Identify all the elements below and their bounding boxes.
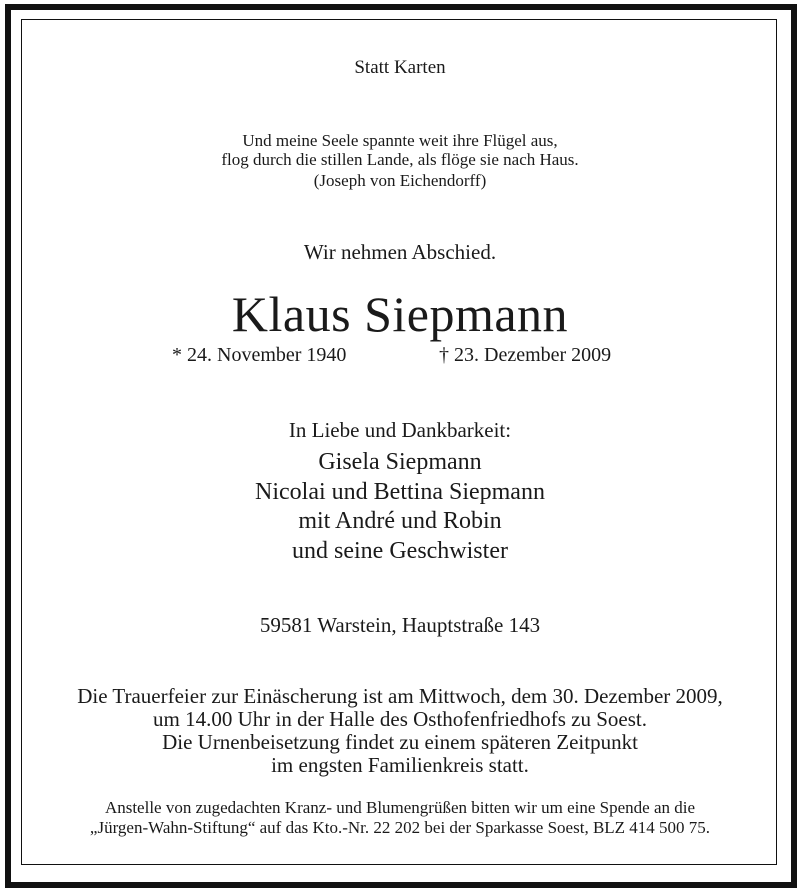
mourner-name: Nicolai und Bettina Siepmann <box>255 479 545 505</box>
birth-date: * 24. November 1940 <box>172 344 347 366</box>
mourner-name: und seine Geschwister <box>292 538 508 564</box>
mourners-intro: In Liebe und Dankbarkeit: <box>288 418 512 442</box>
poem-line-1: Und meine Seele spannte weit ihre Flügel aus, <box>242 131 558 150</box>
mourner-name: mit André und Robin <box>298 508 502 534</box>
ceremony-line: Die Urnenbeisetzung findet zu einem späteren Zeitpunkt <box>162 730 638 754</box>
ceremony-line: um 14.00 Uhr in der Halle des Osthofenfriedhofs zu Soest. <box>153 707 647 731</box>
deceased-name: Klaus Siepmann <box>231 286 569 342</box>
poem-author: (Joseph von Eichendorff) <box>313 171 487 190</box>
death-date: † 23. Dezember 2009 <box>439 344 612 366</box>
donation-line: Anstelle von zugedachten Kranz- und Blumengrüßen bitten wir um eine Spende an die <box>104 798 696 817</box>
donation-line: „Jürgen-Wahn-Stiftung“ auf das Kto.-Nr. 22 202 bei der Sparkasse Soest, BLZ 414 500 75. <box>89 818 711 837</box>
ceremony-line: Die Trauerfeier zur Einäscherung ist am Mittwoch, dem 30. Dezember 2009, <box>77 684 723 708</box>
address-text: 59581 Warstein, Hauptstraße 143 <box>259 613 541 637</box>
ceremony-line: im engsten Familienkreis statt. <box>271 753 529 777</box>
poem-line-2: flog durch die stillen Lande, als flöge sie nach Haus. <box>221 150 579 169</box>
farewell-text: Wir nehmen Abschied. <box>303 240 497 264</box>
header-text: Statt Karten <box>354 57 446 78</box>
mourner-name: Gisela Siepmann <box>318 449 482 475</box>
